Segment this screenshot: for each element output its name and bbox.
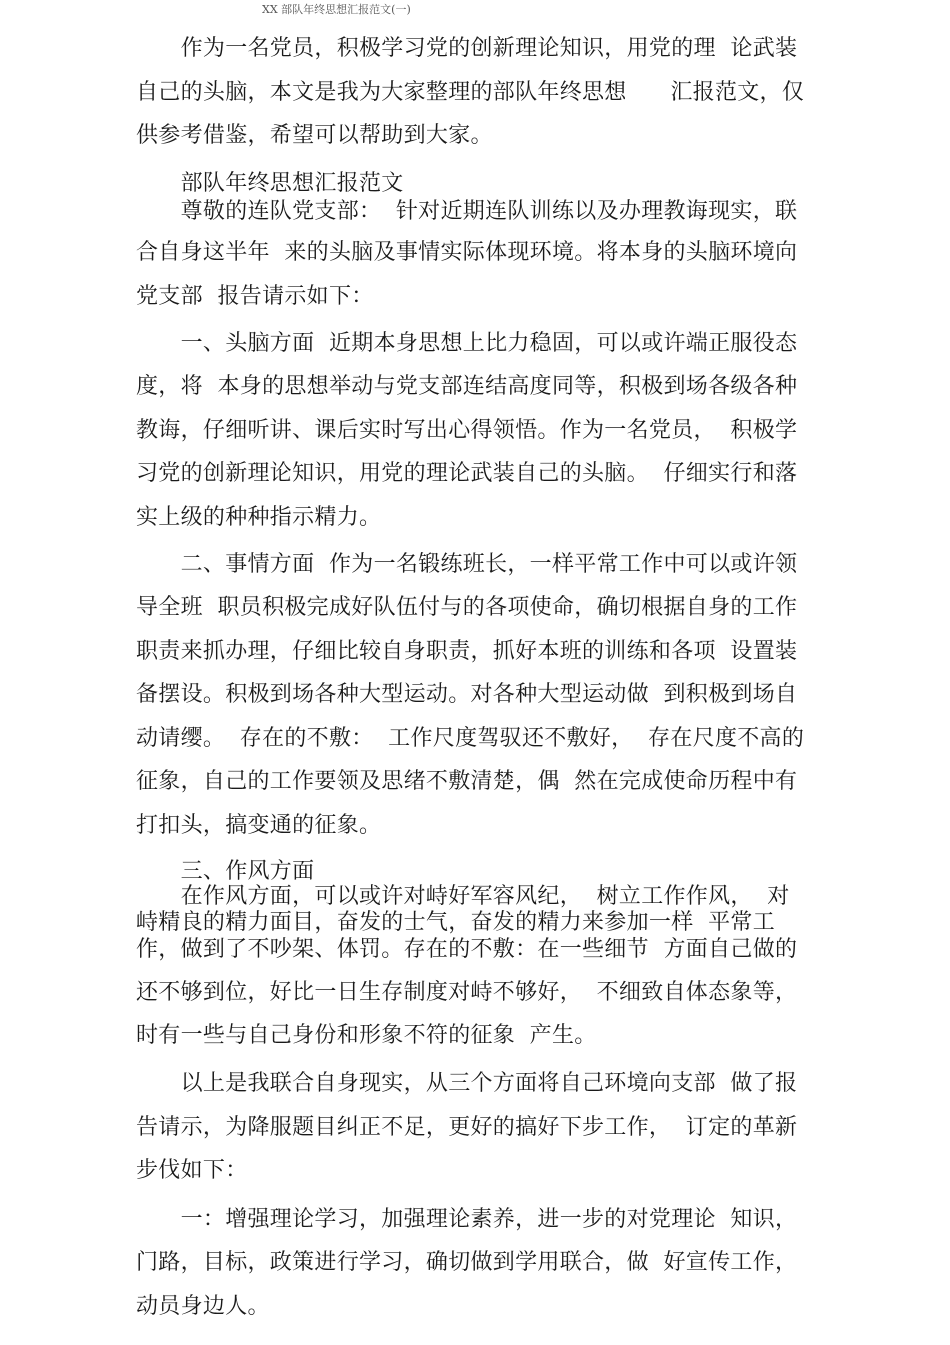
body-line: 打扣头，搞变通的征象。 — [136, 813, 382, 838]
body-line: 时有一些与自己身份和形象不符的征象 产生。 — [136, 1023, 597, 1048]
body-line: 二、事情方面 作为一名锻练班长，一样平常工作中可以或许领 — [136, 552, 798, 577]
body-line: 供参考借鉴，希望可以帮助到大家。 — [136, 123, 493, 148]
body-line: 习党的创新理论知识，用党的理论武装自己的头脑。 仔细实行和落 — [136, 461, 798, 486]
body-line: 征象，自己的工作要领及思绪不敷清楚，偶 然在完成使命历程中有 — [136, 769, 798, 794]
body-line: 导全班 职员积极完成好队伍付与的各项使命，确切根据自身的工作 — [136, 595, 798, 620]
body-line: 一：增强理论学习，加强理论素养，进一步的对党理论 知识， — [136, 1207, 798, 1232]
section-title: 三、作风方面 — [136, 859, 315, 884]
body-line: 合自身这半年 来的头脑及事情实际体现环境。将本身的头脑环境向 — [136, 240, 798, 265]
body-line: 峙精良的精力面目，奋发的士气，奋发的精力来参加一样 平常工 — [136, 910, 775, 935]
body-line: 党支部 报告请示如下： — [136, 284, 374, 309]
body-line: 教诲，仔细听讲、课后实时写出心得领悟。作为一名党员， 积极学 — [136, 418, 798, 443]
body-line: 还不够到位，好比一日生存制度对峙不够好， 不细致自体态象等， — [136, 980, 798, 1005]
body-line: 一、头脑方面 近期本身思想上比力稳固，可以或许端正服役态 — [136, 331, 798, 356]
body-line: 以上是我联合自身现实，从三个方面将自己环境向支部 做了报 — [136, 1071, 798, 1096]
body-line: 在作风方面，可以或许对峙好军容风纪， 树立工作作风， 对 — [136, 884, 790, 909]
body-line: 作为一名党员，积极学习党的创新理论知识，用党的理 论武装 — [136, 36, 798, 61]
body-line: 步伐如下： — [136, 1158, 248, 1183]
body-line: 备摆设。积极到场各种大型运动。对各种大型运动做 到积极到场自 — [136, 682, 798, 707]
body-line: 职责来抓办理，仔细比较自身职责，抓好本班的训练和各项 设置装 — [136, 639, 798, 664]
body-line: 实上级的种种指示精力。 — [136, 505, 382, 530]
body-line: 动员身边人。 — [136, 1294, 270, 1319]
page-header: XX 部队年终思想汇报范文(一) — [262, 3, 411, 16]
body-line: 告请示，为降服题目纠正不足，更好的搞好下步工作， 订定的革新 — [136, 1115, 798, 1140]
body-line: 作，做到了不吵架、体罚。存在的不敷：在一些细节 方面自己做的 — [136, 937, 798, 962]
body-line: 动请缨。 存在的不敷： 工作尺度驾驭还不敷好， 存在尺度不高的 — [136, 726, 805, 751]
body-line: 度，将 本身的思想举动与党支部连结高度同等，积极到场各级各种 — [136, 374, 798, 399]
body-line: 尊敬的连队党支部： 针对近期连队训练以及办理教诲现实，联 — [136, 199, 798, 224]
body-line: 自己的头脑，本文是我为大家整理的部队年终思想 汇报范文，仅 — [136, 80, 805, 105]
body-line: 门路，目标，政策进行学习，确切做到学用联合，做 好宣传工作， — [136, 1250, 798, 1275]
section-title: 部队年终思想汇报范文 — [136, 171, 404, 196]
